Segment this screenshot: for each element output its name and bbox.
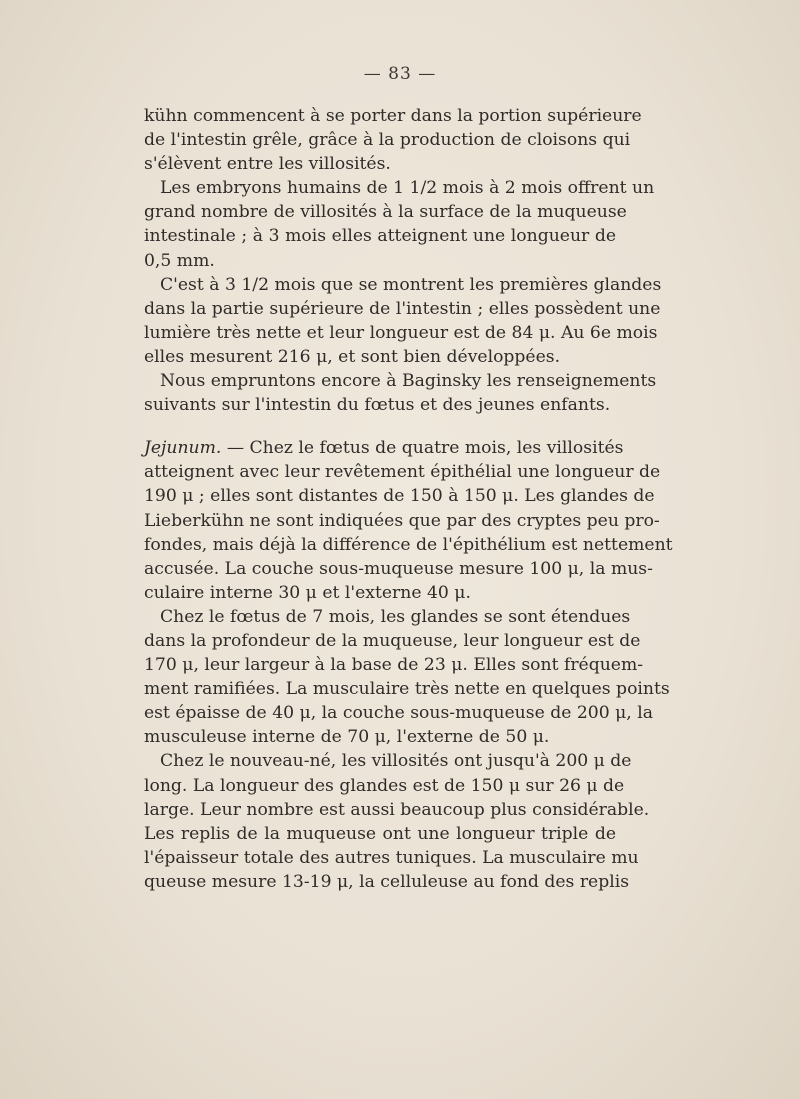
text-line: grand nombre de villosités à la surface de la muqueuse bbox=[144, 202, 627, 223]
paragraph-1 bbox=[144, 104, 642, 176]
text-line: fondes, mais déjà la différence de l'épithélium est nettement bbox=[144, 534, 673, 555]
text-line: 190 μ ; elles sont distantes de 150 à 150 μ. Les glandes de bbox=[144, 486, 655, 507]
text-line: kühn commencent à se porter dans la portion supérieure bbox=[144, 106, 642, 126]
paragraph-jejunum bbox=[144, 436, 673, 605]
text-line: long. La longueur des glandes est de 150 μ sur 26 μ de bbox=[144, 775, 625, 796]
text-line: 0,5 mm. bbox=[144, 250, 215, 271]
text-line: l'épaisseur totale des autres tuniques. La musculaire mu bbox=[144, 847, 639, 868]
paragraph-4 bbox=[144, 369, 657, 417]
text-line bbox=[144, 436, 624, 460]
text-line-rest: — Chez le fœtus de quatre mois, les villosités bbox=[221, 438, 624, 459]
text-line: culaire interne 30 μ et l'externe 40 μ. bbox=[144, 582, 471, 603]
text-line: de l'intestin grêle, grâce à la production de cloisons qui bbox=[144, 130, 631, 151]
text-line: 170 μ, leur largeur à la base de 23 μ. Elles sont fréquem- bbox=[144, 655, 644, 676]
text-line: Lieberkühn ne sont indiquées que par des cryptes peu pro- bbox=[144, 510, 660, 531]
text-line: atteignent avec leur revêtement épithélial une longueur de bbox=[144, 462, 661, 483]
text-line: suivants sur l'intestin du fœtus et des jeunes enfants. bbox=[144, 395, 611, 416]
text-line: Chez le nouveau-né, les villosités ont jusqu'à 200 μ de bbox=[160, 751, 632, 772]
body-text bbox=[144, 104, 673, 894]
text-line: ment ramifiées. La musculaire très nette en quelques points bbox=[144, 679, 670, 700]
paragraph-2 bbox=[144, 176, 655, 272]
text-line: dans la profondeur de la muqueuse, leur longueur est de bbox=[144, 630, 641, 651]
paragraph-3 bbox=[144, 273, 662, 369]
text-line: elles mesurent 216 μ, et sont bien développées. bbox=[144, 346, 561, 367]
section-gap bbox=[144, 417, 616, 436]
page-number: — 83 — bbox=[363, 64, 437, 84]
text-line: s'élèvent entre les villosités. bbox=[144, 154, 391, 175]
text-line: est épaisse de 40 μ, la couche sous-muqueuse de 200 μ, la bbox=[144, 703, 653, 724]
text-line: Nous empruntons encore à Baginsky les renseignements bbox=[160, 371, 657, 392]
text-line: lumière très nette et leur longueur est de 84 μ. Au 6e mois bbox=[144, 322, 658, 343]
text-line: large. Leur nombre est aussi beaucoup plus considérable. bbox=[144, 799, 650, 820]
text-line: Chez le fœtus de 7 mois, les glandes se sont étendues bbox=[160, 606, 631, 627]
text-line: accusée. La couche sous-muqueuse mesure 100 μ, la mus- bbox=[144, 558, 653, 579]
section-heading-jejunum: Jejunum. bbox=[144, 438, 222, 459]
text-line: musculeuse interne de 70 μ, l'externe de 50 μ. bbox=[144, 727, 550, 748]
paragraph-6 bbox=[144, 605, 670, 750]
paragraph-7 bbox=[144, 749, 650, 894]
text-line: intestinale ; à 3 mois elles atteignent une longueur de bbox=[144, 226, 616, 247]
text-line: Les embryons humains de 1 1/2 mois à 2 mois offrent un bbox=[160, 178, 655, 199]
text-line: dans la partie supérieure de l'intestin ; elles possèdent une bbox=[144, 298, 661, 319]
text-line: C'est à 3 1/2 mois que se montrent les premières glandes bbox=[160, 274, 662, 295]
text-line: queuse mesure 13-19 μ, la celluleuse au fond des replis bbox=[144, 871, 630, 892]
text-line: Les replis de la muqueuse ont une longueur triple de bbox=[144, 823, 616, 844]
